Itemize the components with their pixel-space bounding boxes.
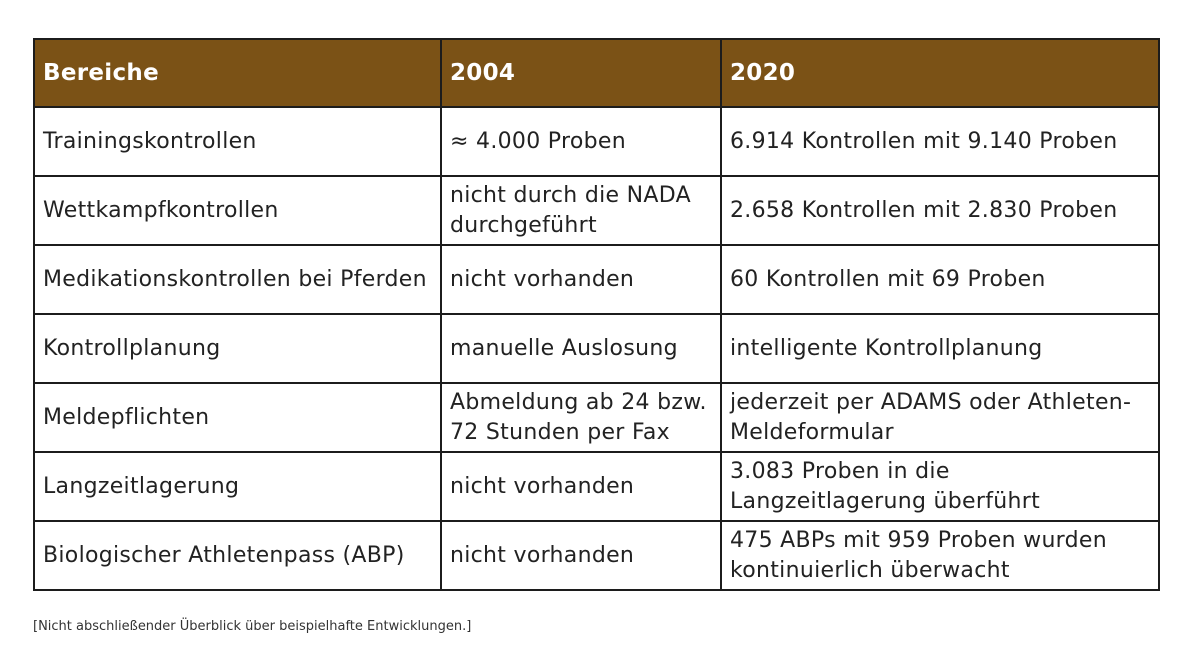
cell-2004: nicht durch die NADA durchgeführt (441, 176, 721, 245)
column-header-2004: 2004 (441, 39, 721, 107)
column-header-2020: 2020 (721, 39, 1159, 107)
cell-2004: nicht vorhanden (441, 452, 721, 521)
cell-2004: ≈ 4.000 Proben (441, 107, 721, 176)
column-header-bereiche: Bereiche (34, 39, 441, 107)
cell-2020: 6.914 Kontrollen mit 9.140 Proben (721, 107, 1159, 176)
row-label: Langzeitlagerung (34, 452, 441, 521)
row-label: Biologischer Athletenpass (ABP) (34, 521, 441, 590)
cell-2020: intelligente Kontrollplanung (721, 314, 1159, 383)
cell-2020: 60 Kontrollen mit 69 Proben (721, 245, 1159, 314)
table-header-row (34, 39, 1159, 107)
footnote: [Nicht abschließender Überblick über beispielhafte Entwicklungen.] (33, 619, 472, 634)
cell-2004: nicht vorhanden (441, 521, 721, 590)
comparison-table (33, 38, 1160, 591)
cell-2020: 3.083 Proben in die Langzeitlagerung überführt (721, 452, 1159, 521)
row-label: Medikationskontrollen bei Pferden (34, 245, 441, 314)
cell-2004: manuelle Auslosung (441, 314, 721, 383)
row-label: Kontrollplanung (34, 314, 441, 383)
row-label: Wettkampfkontrollen (34, 176, 441, 245)
table-row (34, 314, 1159, 383)
cell-2020: 475 ABPs mit 959 Proben wurden kontinuierlich überwacht (721, 521, 1159, 590)
table-row (34, 521, 1159, 590)
cell-2004: nicht vorhanden (441, 245, 721, 314)
table-row (34, 383, 1159, 452)
table-row (34, 176, 1159, 245)
row-label: Trainingskontrollen (34, 107, 441, 176)
cell-2020: 2.658 Kontrollen mit 2.830 Proben (721, 176, 1159, 245)
cell-2004: Abmeldung ab 24 bzw. 72 Stunden per Fax (441, 383, 721, 452)
table-row (34, 245, 1159, 314)
table-row (34, 107, 1159, 176)
cell-2020: jederzeit per ADAMS oder Athleten-Meldeformular (721, 383, 1159, 452)
table-row (34, 452, 1159, 521)
row-label: Meldepflichten (34, 383, 441, 452)
